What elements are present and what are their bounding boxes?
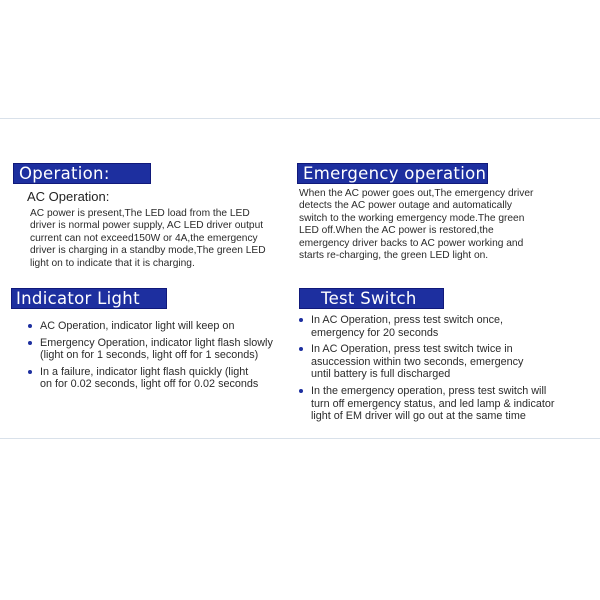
bottom-divider bbox=[0, 438, 600, 439]
operation-heading-text: Operation: bbox=[19, 164, 110, 183]
text-line: LED off.When the AC power is restored,the bbox=[299, 225, 494, 237]
list-item bbox=[299, 385, 554, 423]
list-item-line: (light on for 1 seconds, light off for 1 seconds) bbox=[40, 349, 259, 362]
list-item-line: until battery is full discharged bbox=[311, 368, 451, 381]
list-item-line: light of EM driver will go out at the same time bbox=[311, 410, 526, 423]
emergency-operation-heading bbox=[297, 163, 488, 184]
emergency-description bbox=[299, 188, 533, 262]
bullet-icon bbox=[299, 318, 303, 322]
list-item-line: In AC Operation, press test switch twice in bbox=[311, 343, 513, 356]
list-item bbox=[28, 320, 273, 333]
list-item bbox=[299, 314, 554, 339]
list-item-line: on for 0.02 seconds, light off for 0.02 seconds bbox=[40, 378, 259, 391]
bullet-icon bbox=[28, 324, 32, 328]
top-divider bbox=[0, 118, 600, 119]
bullet-icon bbox=[28, 341, 32, 345]
operation-description bbox=[30, 208, 266, 270]
test-switch-list bbox=[299, 314, 554, 423]
list-item-line: AC Operation, indicator light will keep on bbox=[40, 320, 235, 332]
list-item-line: Emergency Operation, indicator light flash slowly bbox=[40, 336, 273, 349]
indicator-heading-text: Indicator Light bbox=[16, 289, 140, 308]
text-line: detects the AC power outage and automatically bbox=[299, 200, 512, 212]
text-line: AC power is present,The LED load from the LED bbox=[30, 208, 250, 219]
list-item-line: emergency for 20 seconds bbox=[311, 326, 439, 339]
list-item-line: turn off emergency status, and led lamp & indicator bbox=[311, 397, 555, 410]
list-item-line: In AC Operation, press test switch once, bbox=[311, 314, 504, 326]
text-line: light on to indicate that it is charging. bbox=[30, 257, 195, 269]
list-item-line: In the emergency operation, press test switch will bbox=[311, 384, 547, 397]
list-item-line: asuccession within two seconds, emergency bbox=[311, 355, 524, 368]
list-item bbox=[299, 343, 554, 381]
text-line: switch to the working emergency mode.The green bbox=[299, 212, 525, 224]
text-line: driver is charging in a standby mode,The green LED bbox=[30, 245, 266, 257]
operation-heading bbox=[13, 163, 151, 184]
test-switch-heading-text: Test Switch bbox=[321, 289, 417, 308]
text-line: emergency driver backs to AC power working and bbox=[299, 237, 524, 249]
text-line: current can not exceed150W or 4A,the emergency bbox=[30, 232, 258, 244]
ac-operation-subheading: AC Operation: bbox=[27, 189, 110, 204]
emergency-heading-text: Emergency operation bbox=[303, 164, 487, 183]
test-switch-heading bbox=[299, 288, 444, 309]
bullet-icon bbox=[299, 347, 303, 351]
list-item-line: In a failure, indicator light flash quickly (light bbox=[40, 365, 249, 378]
list-item bbox=[28, 366, 273, 391]
text-line: starts re-charging, the green LED light on. bbox=[299, 250, 489, 262]
bullet-icon bbox=[28, 370, 32, 374]
indicator-light-heading bbox=[11, 288, 167, 309]
text-line: When the AC power goes out,The emergency driver bbox=[299, 188, 534, 199]
text-line: driver is normal power supply, AC LED driver output bbox=[30, 220, 264, 232]
list-item bbox=[28, 337, 273, 362]
indicator-light-list bbox=[28, 320, 273, 391]
bullet-icon bbox=[299, 389, 303, 393]
